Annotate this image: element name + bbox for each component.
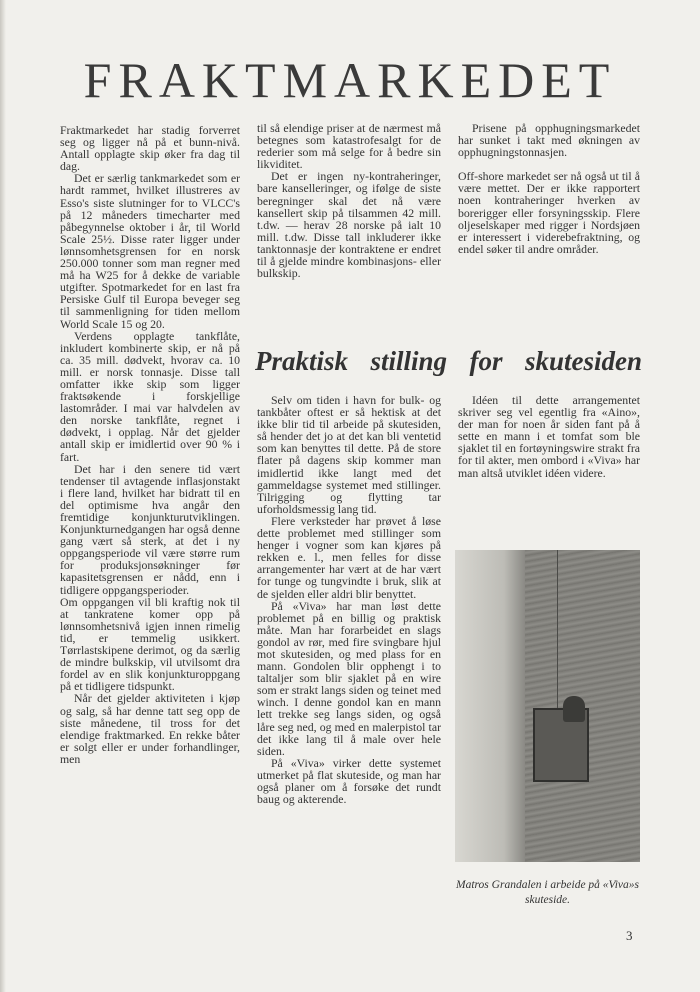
paragraph: På «Viva» har man løst dette problemet på en billig og praktisk måte. Man har forarbeidet en slags gondol av rør, med fire svingbare hjul mot skutesiden, og med plass for en mann. Gondolen blir opphengt i to taltaljer som blir sjaklet på en wire som er strakt langs siden og teinet med winch. I denne gondol kan en mann lett trekke seg langs siden, og også låre seg ned, og med en malerpistol tar det ikke lang til å male over hele siden. [257,598,441,758]
paragraph: Selv om tiden i havn for bulk- og tankbåter oftest er så hektisk at det ikke blir tid til arbeide på skutesiden, så hender det jo at det kan bli ventetid som kan benyttes til dette. På de store flater på dagens skip kommer man imidlertid ikke langt med det gammeldagse systemet med stillinger. Tilrigging og flytting tar uforholdsmessig lang tid. [257,393,441,516]
ship-side-photo [455,550,640,862]
paragraph: Det er særlig tankmarkedet som er hardt rammet, hvilket illustreres av Esso's siste slutninger for to VLCC's på 12 måneders timecharter med påbegynnelse oktober i år, til World Scale 25½. Disse rater ligger under lønnsomhetsgrensen for en norsk 250.000 tonner som man regner med må ha W25 for å dekke de variable utgifter. Spotmarkedet for en last fra Persiske Gulf til Europa beveger seg til sammenligning for tiden mellom World Scale 15 og 20. [60,171,240,331]
page-headline: FRAKTMARKEDET [83,52,617,108]
gondola-wire [557,550,558,710]
article-column-4 [257,394,441,805]
page-edge-shadow [0,0,6,992]
sailor-figure [563,696,585,722]
paragraph: Det er ingen ny-kontraheringer, bare kanselleringer, og ifølge de siste beregninger skal det nå være kansellert skip på tilsammen 42 mill. t.dw. — herav 28 norske på ialt 10 mill. t.dw. Disse tall inkluderer ikke tanktonnasje der kontraktene er endret til å gjelde mindre kombinasjons- eller bulkskip. [257,169,441,281]
paragraph: Idéen til dette arrangementet skriver seg vel egentlig fra «Aino», der man for noen år siden fant på å sette en mann i et tomfat som ble sjaklet til en fortøyningswire strakt fra for til akter, men ombord i «Viva» har man altså utviklet idéen videre. [458,393,640,480]
article-column-3 [458,122,640,255]
photo-caption: Matros Grandalen i arbeide på «Viva»s skuteside. [455,879,640,906]
article-column-5 [458,394,640,479]
paragraph: Verdens opplagte tankflåte, inkludert kombinerte skip, er nå på ca. 35 mill. dødvekt, hvorav ca. 10 mill. er norsk tonnasje. Disse tall omfatter ikke skip som ligger fraktsøkende i forskjellige lastområder. I mai var halvdelen av den norske tankflåte, regnet i dødvekt, i opplag. Når det gjelder antall skip er imidlertid over 90 % i fart. [60,328,240,464]
paragraph: På «Viva» virker dette systemet utmerket på flat skuteside, og man har også planer om å forsøke det rundt baug og akterende. [257,755,441,807]
paragraph: Prisene på opphugningsmarkedet har sunket i takt med økningen av opphugningstonnasjen. [458,121,640,160]
article-subheadline: Praktisk stilling for skutesiden [255,346,642,376]
paragraph: Det har i den senere tid vært tendenser til avtagende inflasjonstakt i flere land, hvilket har bidratt til en del optimisme hva angår den fremtidige konjunkturutviklingen. Konjunkturnedgangen har også denne gang vært så sterk, at det i ny oppgangsperiode vil være større rum for produksjonsøkninger før kapasitetsgrensen er nådd, enn i tidligere oppgangsperioder. [60,461,240,597]
paragraph: Når det gjelder aktiviteten i kjøp og salg, så har denne tatt seg opp de siste månedene, til tross for det elendige fraktmarked. En rekke båter er solgt eller er under forhandlinger, men [60,691,240,766]
paragraph: Flere verksteder har prøvet å løse dette problemet med stillinger som henger i vogner som kan kjøres på rekken e. l., men felles for disse arrangementer har vært at de har vært for tunge og tungvindte i bruk, slik at de sjelden eller aldri blir benyttet. [257,513,441,601]
paragraph: til så elendige priser at de nærmest må betegnes som katastrofesalgt for de rederier som må selge for å bedre sin likviditet. [257,121,441,172]
article-column-2 [257,122,441,279]
paragraph: Off-shore markedet ser nå også ut til å være mettet. Der er ikke rapportert noen kontraheringer hverken av borerigger eller forsyningsskip. Flere oljeselskaper med rigger i Nordsjøen er interessert i viderebefraktning, og endel søker til andre områder. [458,169,640,256]
paragraph: Fraktmarkedet har stadig forverret seg og ligger nå på et bunn-nivå. Antall opplagte skip øker fra dag til dag. [60,123,240,174]
article-column-1 [60,124,240,765]
ship-hull [455,550,525,862]
page-number: 3 [626,928,633,943]
paragraph: Om oppgangen vil bli kraftig nok til at tankratene komer opp på lønnsomhetsnivå igjen innen rimelig tid, er temmelig usikkert. Tørrlastskipene derimot, og da særlig de mindre bulkskip, vil utvilsomt dra fordel av en slik konjunkturoppgang på et tidligere tidspunkt. [60,594,240,694]
